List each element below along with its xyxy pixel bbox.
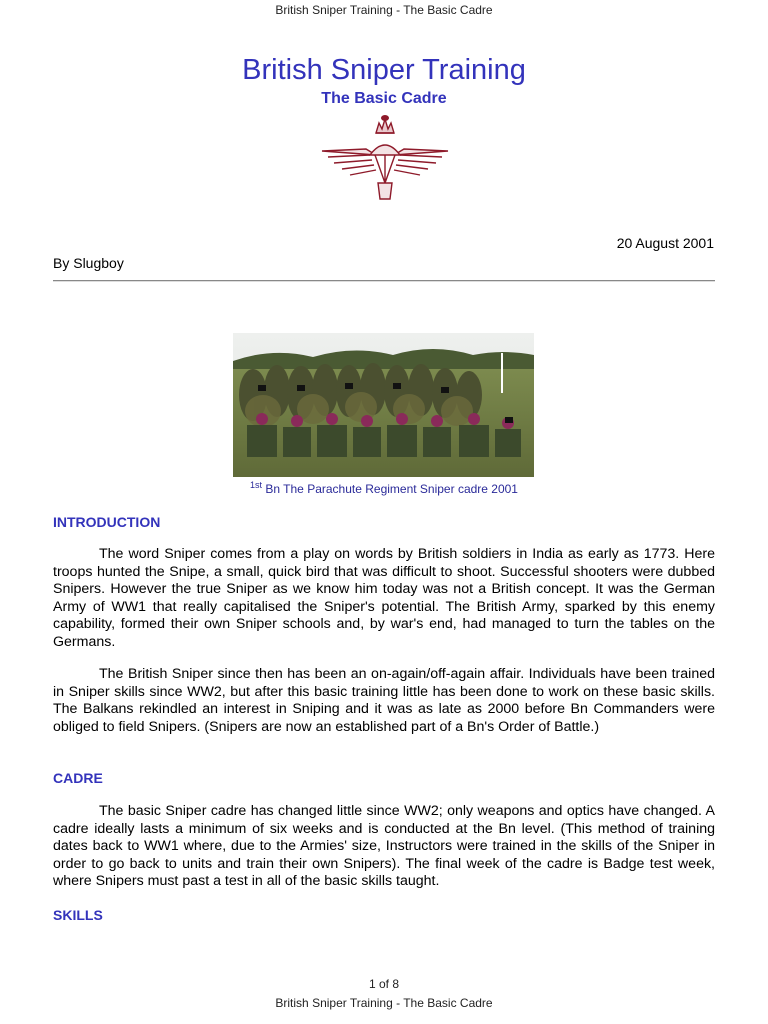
parachute-regiment-emblem-icon (318, 115, 452, 203)
running-footer: British Sniper Training - The Basic Cadre (275, 996, 493, 1010)
document-date: 20 August 2001 (616, 235, 714, 251)
caption-text: Bn The Parachute Regiment Sniper cadre 2001 (262, 482, 518, 496)
page-number: 1 of 8 (368, 977, 400, 991)
section-heading-introduction: INTRODUCTION (53, 514, 161, 530)
section-heading-skills: SKILLS (53, 907, 103, 923)
cadre-paragraph-1: The basic Sniper cadre has changed little since WW2; only weapons and optics have changed. A cadre ideally lasts a minimum of six weeks and is conducted at the Bn level. (This method of training dates back to WW1 where, due to the Armies' size, Instructors were trained in the skills of the Sniper in order to go back to units and train their own Snipers). The final week of the cadre is Badge test week, where Snipers must past a test in all of the basic skills taught. (53, 803, 715, 890)
document-author: By Slugboy (53, 255, 124, 271)
sniper-cadre-group-photo (233, 333, 534, 477)
section-heading-cadre: CADRE (53, 770, 103, 786)
horizontal-rule (53, 280, 715, 282)
caption-sup-suffix: st (255, 480, 263, 490)
document-subtitle: The Basic Cadre (321, 90, 447, 107)
intro-paragraph-2: The British Sniper since then has been an on-again/off-again affair. Individuals have been trained in Sniper skills since WW2, but after this basic training little has been done to work on these basic skills. The Balkans rekindled an interest in Sniping and it was as late as 2000 before Bn Commanders were obliged to field Snipers. (Snipers are now an established part of a Bn's Order of Battle.) (53, 666, 715, 735)
photo-caption (0, 480, 768, 496)
intro-paragraph-1: The word Sniper comes from a play on words by British soldiers in India as early as 1773. Here troops hunted the Snipe, a small, quick bird that was difficult to shoot. Successful shooters were dubbed Snipers. However the true Sniper as we know him today was not a British concept. It was the German Army of WW1 that really capitalised the Sniper's potential. The British Army, sparked by this enemy capability, formed their own Sniper schools and, by war's end, had managed to turn the tables on the Germans. (53, 546, 715, 650)
document-title: British Sniper Training (242, 54, 526, 86)
running-header: British Sniper Training - The Basic Cadre (275, 3, 493, 17)
caption-sup-number: 1 (250, 480, 256, 490)
